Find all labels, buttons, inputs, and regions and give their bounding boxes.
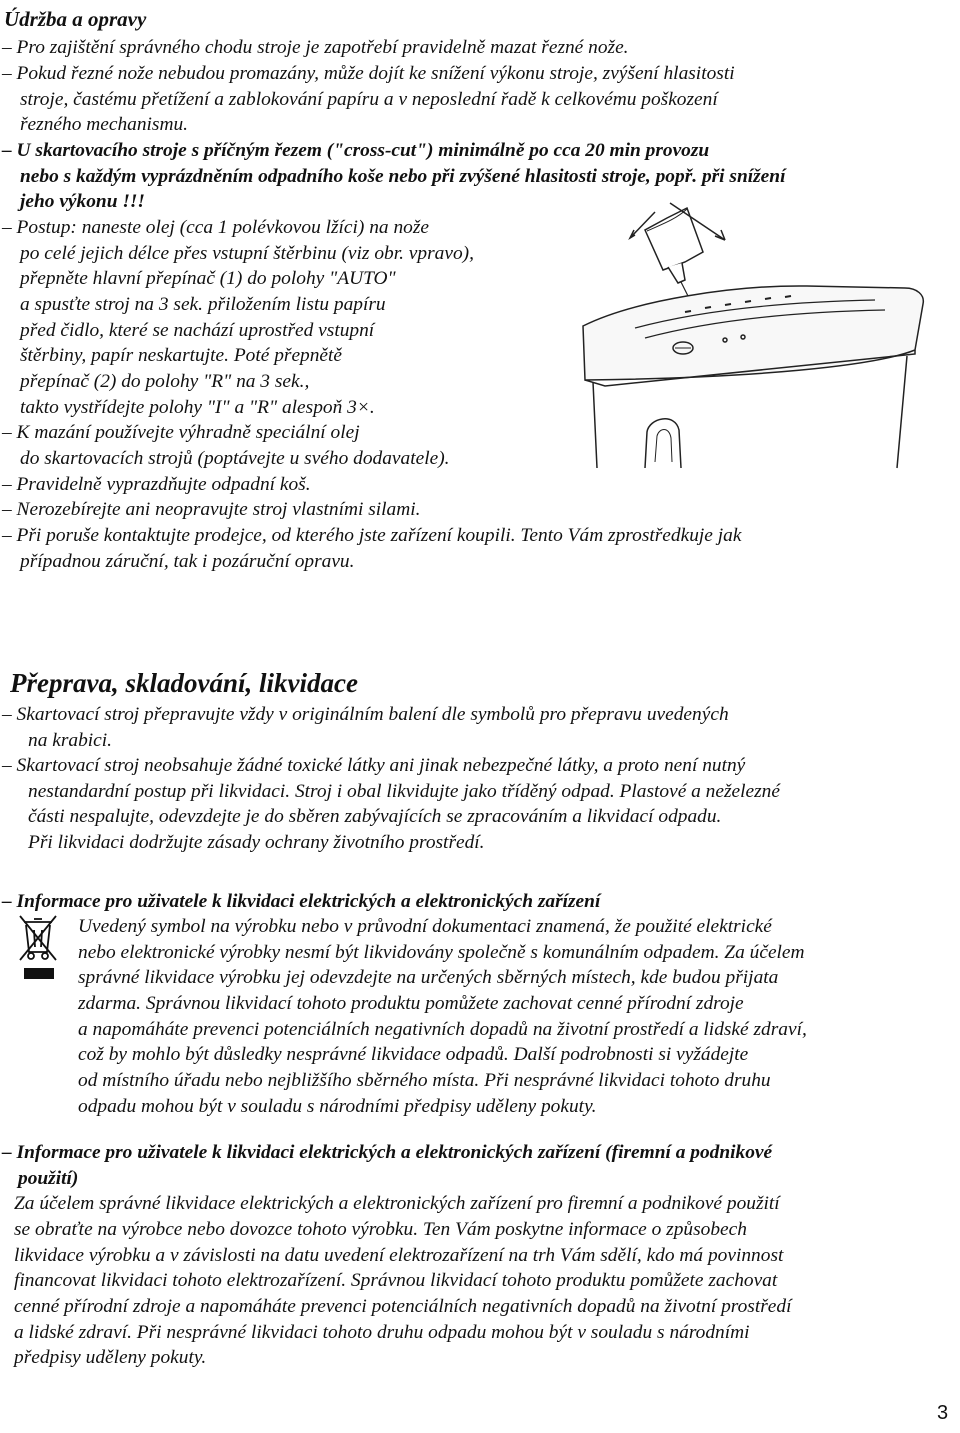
- weee-users-line: správné likvidace výrobku jej odevzdejte na určených sběrných místech, kde budou přijata: [78, 967, 779, 988]
- transport-heading: Přeprava, skladování, likvidace: [10, 668, 358, 698]
- procedure-line: po celé jejich délce přes vstupní štěrbinu (viz obr. vpravo),: [20, 243, 474, 264]
- transport-line: nestandardní postup při likvidaci. Stroj i obal likvidujte jako tříděný odpad. Plastové a neželezné: [28, 781, 780, 802]
- lubrication-interval-line: jeho výkonu !!!: [20, 191, 145, 212]
- procedure-line: takto vystřídejte polohy "I" a "R" alespoň 3×.: [20, 397, 375, 418]
- maintenance-line: – Pokud řezné nože nebudou promazány, může dojít ke snížení výkonu stroje, zvýšení hlasitosti: [2, 63, 735, 84]
- procedure-line: do skartovacích strojů (poptávejte u svého dodavatele).: [20, 448, 450, 469]
- crossed-out-wheeled-bin-icon: [14, 912, 64, 982]
- procedure-line: – K mazání používejte výhradně speciální olej: [2, 422, 360, 443]
- weee-users-line: nebo elektronické výrobky nesmí být likvidovány společně s komunálním odpadem. Za účelem: [78, 942, 805, 963]
- maintenance-heading: Údržba a opravy: [4, 7, 147, 31]
- shredder-oil-illustration: [575, 200, 960, 470]
- weee-users-line: což by mohlo být důsledky nesprávné likvidace odpadů. Další podrobnosti si vyžádejte: [78, 1044, 749, 1065]
- procedure-line: – Při poruše kontaktujte prodejce, od kterého jste zařízení koupili. Tento Vám zprostředkuje jak: [2, 525, 742, 546]
- transport-line: – Skartovací stroj neobsahuje žádné toxické látky ani jinak nebezpečné látky, a proto není nutný: [2, 755, 746, 776]
- weee-business-line: financovat likvidaci tohoto elektrozařízení. Správnou likvidací tohoto produktu pomůžete zachovat: [14, 1270, 778, 1291]
- weee-users-heading: – Informace pro uživatele k likvidaci elektrických a elektronických zařízení: [2, 891, 601, 912]
- maintenance-line: stroje, častému přetížení a zablokování papíru a v neposlední řadě k celkovému poškození: [20, 89, 718, 110]
- weee-users-line: Uvedený symbol na výrobku nebo v průvodní dokumentaci znamená, že použité elektrické: [78, 916, 772, 937]
- maintenance-line: – Pro zajištění správného chodu stroje je zapotřebí pravidelně mazat řezné nože.: [2, 37, 629, 58]
- weee-users-line: odpadu mohou být v souladu s národními předpisy uděleny pokuty.: [78, 1096, 597, 1117]
- weee-business-heading: – Informace pro uživatele k likvidaci elektrických a elektronických zařízení (firemní a podnikové: [2, 1142, 773, 1163]
- weee-business-line: cenné přírodní zdroje a napomáháte prevenci potenciálních negativních dopadů na životní prostředí: [14, 1296, 792, 1317]
- maintenance-line: řezného mechanismu.: [20, 114, 189, 135]
- procedure-line: – Postup: naneste olej (cca 1 polévkovou lžíci) na nože: [2, 217, 430, 238]
- procedure-line: případnou záruční, tak i pozáruční opravu.: [20, 551, 355, 572]
- procedure-line: přepněte hlavní přepínač (1) do polohy "AUTO": [20, 268, 396, 289]
- weee-users-line: zdarma. Správnou likvidací tohoto produktu pomůžete zachovat cenné přírodní zdroje: [78, 993, 744, 1014]
- transport-line: – Skartovací stroj přepravujte vždy v originálním balení dle symbolů pro přepravu uvedených: [2, 704, 729, 725]
- procedure-line: – Pravidelně vyprazdňujte odpadní koš.: [2, 474, 311, 495]
- weee-business-line: Za účelem správné likvidace elektrických a elektronických zařízení pro firemní a podnikové použití: [14, 1193, 780, 1214]
- weee-business-line: a lidské zdraví. Při nesprávné likvidaci tohoto druhu odpadu mohou být v souladu s národními: [14, 1322, 750, 1343]
- procedure-line: štěrbiny, papír neskartujte. Poté přepnětě: [20, 345, 343, 366]
- weee-users-line: od místního úřadu nebo nejbližšího sběrného místa. Při nesprávné likvidaci tohoto druhu: [78, 1070, 771, 1091]
- weee-business-heading: použití): [18, 1168, 79, 1189]
- lubrication-interval-line: nebo s každým vyprázdněním odpadního koše nebo při zvýšené hlasitosti stroje, popř. při snížení: [20, 166, 786, 187]
- transport-line: na krabici.: [28, 730, 113, 751]
- procedure-line: před čidlo, které se nachází uprostřed vstupní: [20, 320, 375, 341]
- weee-business-line: se obraťte na výrobce nebo dovozce tohoto výrobku. Ten Vám poskytne informace o způsobech: [14, 1219, 747, 1240]
- transport-line: Při likvidaci dodržujte zásady ochrany životního prostředí.: [28, 832, 485, 853]
- weee-business-line: předpisy uděleny pokuty.: [14, 1347, 207, 1368]
- page-number: 3: [937, 1402, 949, 1424]
- weee-business-line: likvidace výrobku a v závislosti na datu uvedení elektrozařízení na trh Vám sdělí, kdo má povinnost: [14, 1245, 784, 1266]
- lubrication-interval-line: – U skartovacího stroje s příčným řezem ("cross-cut") minimálně po cca 20 min provozu: [2, 140, 710, 161]
- weee-users-line: a napomáháte prevenci potenciálních negativních dopadů na životní prostředí a lidské zdraví,: [78, 1019, 807, 1040]
- procedure-line: a spusťte stroj na 3 sek. přiložením listu papíru: [20, 294, 386, 315]
- transport-line: části nespalujte, odevzdejte je do sběren zabývajících se zpracováním a likvidací odpadu.: [28, 806, 722, 827]
- procedure-line: přepínač (2) do polohy "R" na 3 sek.,: [20, 371, 310, 392]
- procedure-line: – Nerozebírejte ani neopravujte stroj vlastními silami.: [2, 499, 421, 520]
